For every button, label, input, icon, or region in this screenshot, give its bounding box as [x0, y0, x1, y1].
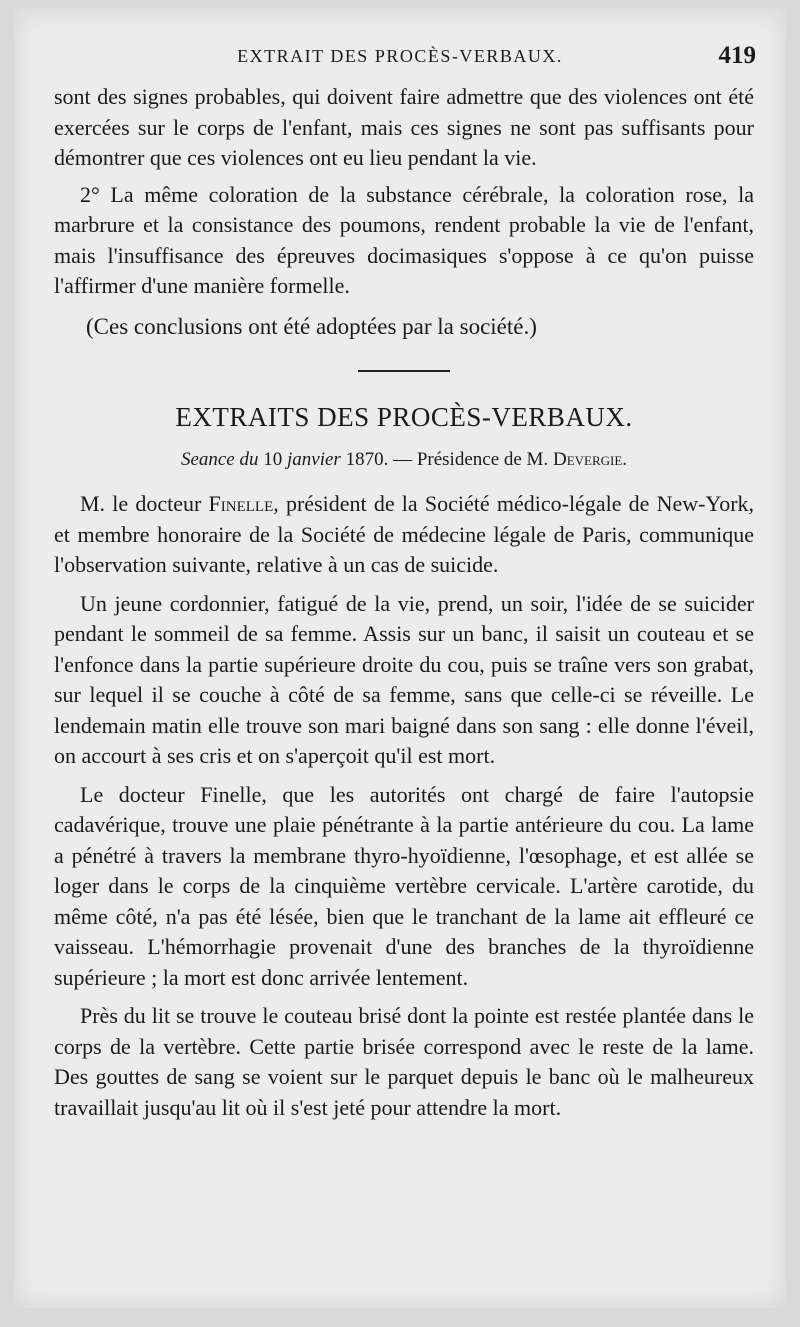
paragraph-cordonnier: Un jeune cordonnier, fatigué de la vie, prend, un soir, l'idée de se suicider pendant le sommeil de sa femme. Assis sur un banc, il saisit un couteau et se l'enfonce dans la partie supérieure droite du cou, puis se traîne vers son grabat, sur lequel il se couche à côté de sa femme, sans que celle-ci se réveille. Le lendemain matin elle trouve son mari baigné dans son sang : elle donne l'éveil, on accourt à ses cris et on s'aperçoit qu'il est mort. — [54, 590, 754, 768]
session-label: Seance du — [180, 449, 259, 470]
page-header — [14, 42, 786, 80]
paragraph-couteau: Près du lit se trouve le couteau brisé dont la pointe est restée plantée dans le corps de la vertèbre. Cette partie brisée correspond avec le reste de la lame. Des gouttes de sang se voient sur le parquet depuis le banc où le malheureux travaillait jusqu'au lit où il s'est jeté pour attendre la mort. — [54, 1003, 754, 1120]
book-page — [14, 8, 786, 1308]
session-line — [54, 449, 754, 471]
session-day: 10 — [263, 449, 283, 470]
continued-paragraph: sont des signes probables, qui doivent faire admettre que des violences ont été exercées sur le corps de l'enfant, mais ces signes ne sont pas suffisants pour démontrer que ces violences ont eu lieu pendant la vie. — [54, 84, 754, 170]
conclusion-2: 2° La même coloration de la substance cérébrale, la coloration rose, la marbrure et la consistance des poumons, rendent probable la vie de l'enfant, mais l'insuffisance des épreuves docimasiques s'oppose à ce qu'on puisse l'affirmer d'une manière formelle. — [54, 181, 754, 298]
paragraph-communication — [54, 489, 754, 581]
section-divider — [358, 370, 450, 372]
page-body — [54, 82, 754, 1123]
para-a-prefix: M. le docteur — [80, 491, 202, 516]
session-month: janvier — [287, 449, 341, 470]
adopted-note: (Ces conclusions ont été adoptées par la société.) — [86, 313, 537, 339]
section-title: EXTRAITS DES PROCÈS-VERBAUX. — [175, 402, 633, 432]
session-year: 1870. — [345, 449, 389, 470]
running-title: EXTRAIT DES PROCÈS-VERBAUX. — [237, 46, 563, 66]
para-a-text: président de la Société médico-légale de New-York, et membre honoraire de la Société de médecine légale de Paris, communique l'observation suivante, relative à un cas de suicide. — [54, 491, 755, 577]
session-presidence: — Présidence de M. — [393, 449, 549, 470]
page-number: 419 — [718, 42, 756, 69]
paragraph-autopsie: Le docteur Finelle, que les autorités ont chargé de faire l'autopsie cadavérique, trouve une plaie pénétrante à la partie antérieure du cou. La lame a pénétré à travers la membrane thyro-hyoïdienne, l'œsophage, et est allée se loger dans le corps de la cinquième vertèbre cervicale. L'artère carotide, du même côté, n'a pas été lésée, bien que le tranchant de la lame ait effleuré ce vaisseau. L'hémorrhagie provenait d'une des branches de la thyroïdienne supérieure ; la mort est donc arrivée lentement. — [54, 781, 754, 990]
para-a-name: Finelle, — [208, 491, 279, 516]
session-president: Devergie. — [552, 449, 628, 470]
